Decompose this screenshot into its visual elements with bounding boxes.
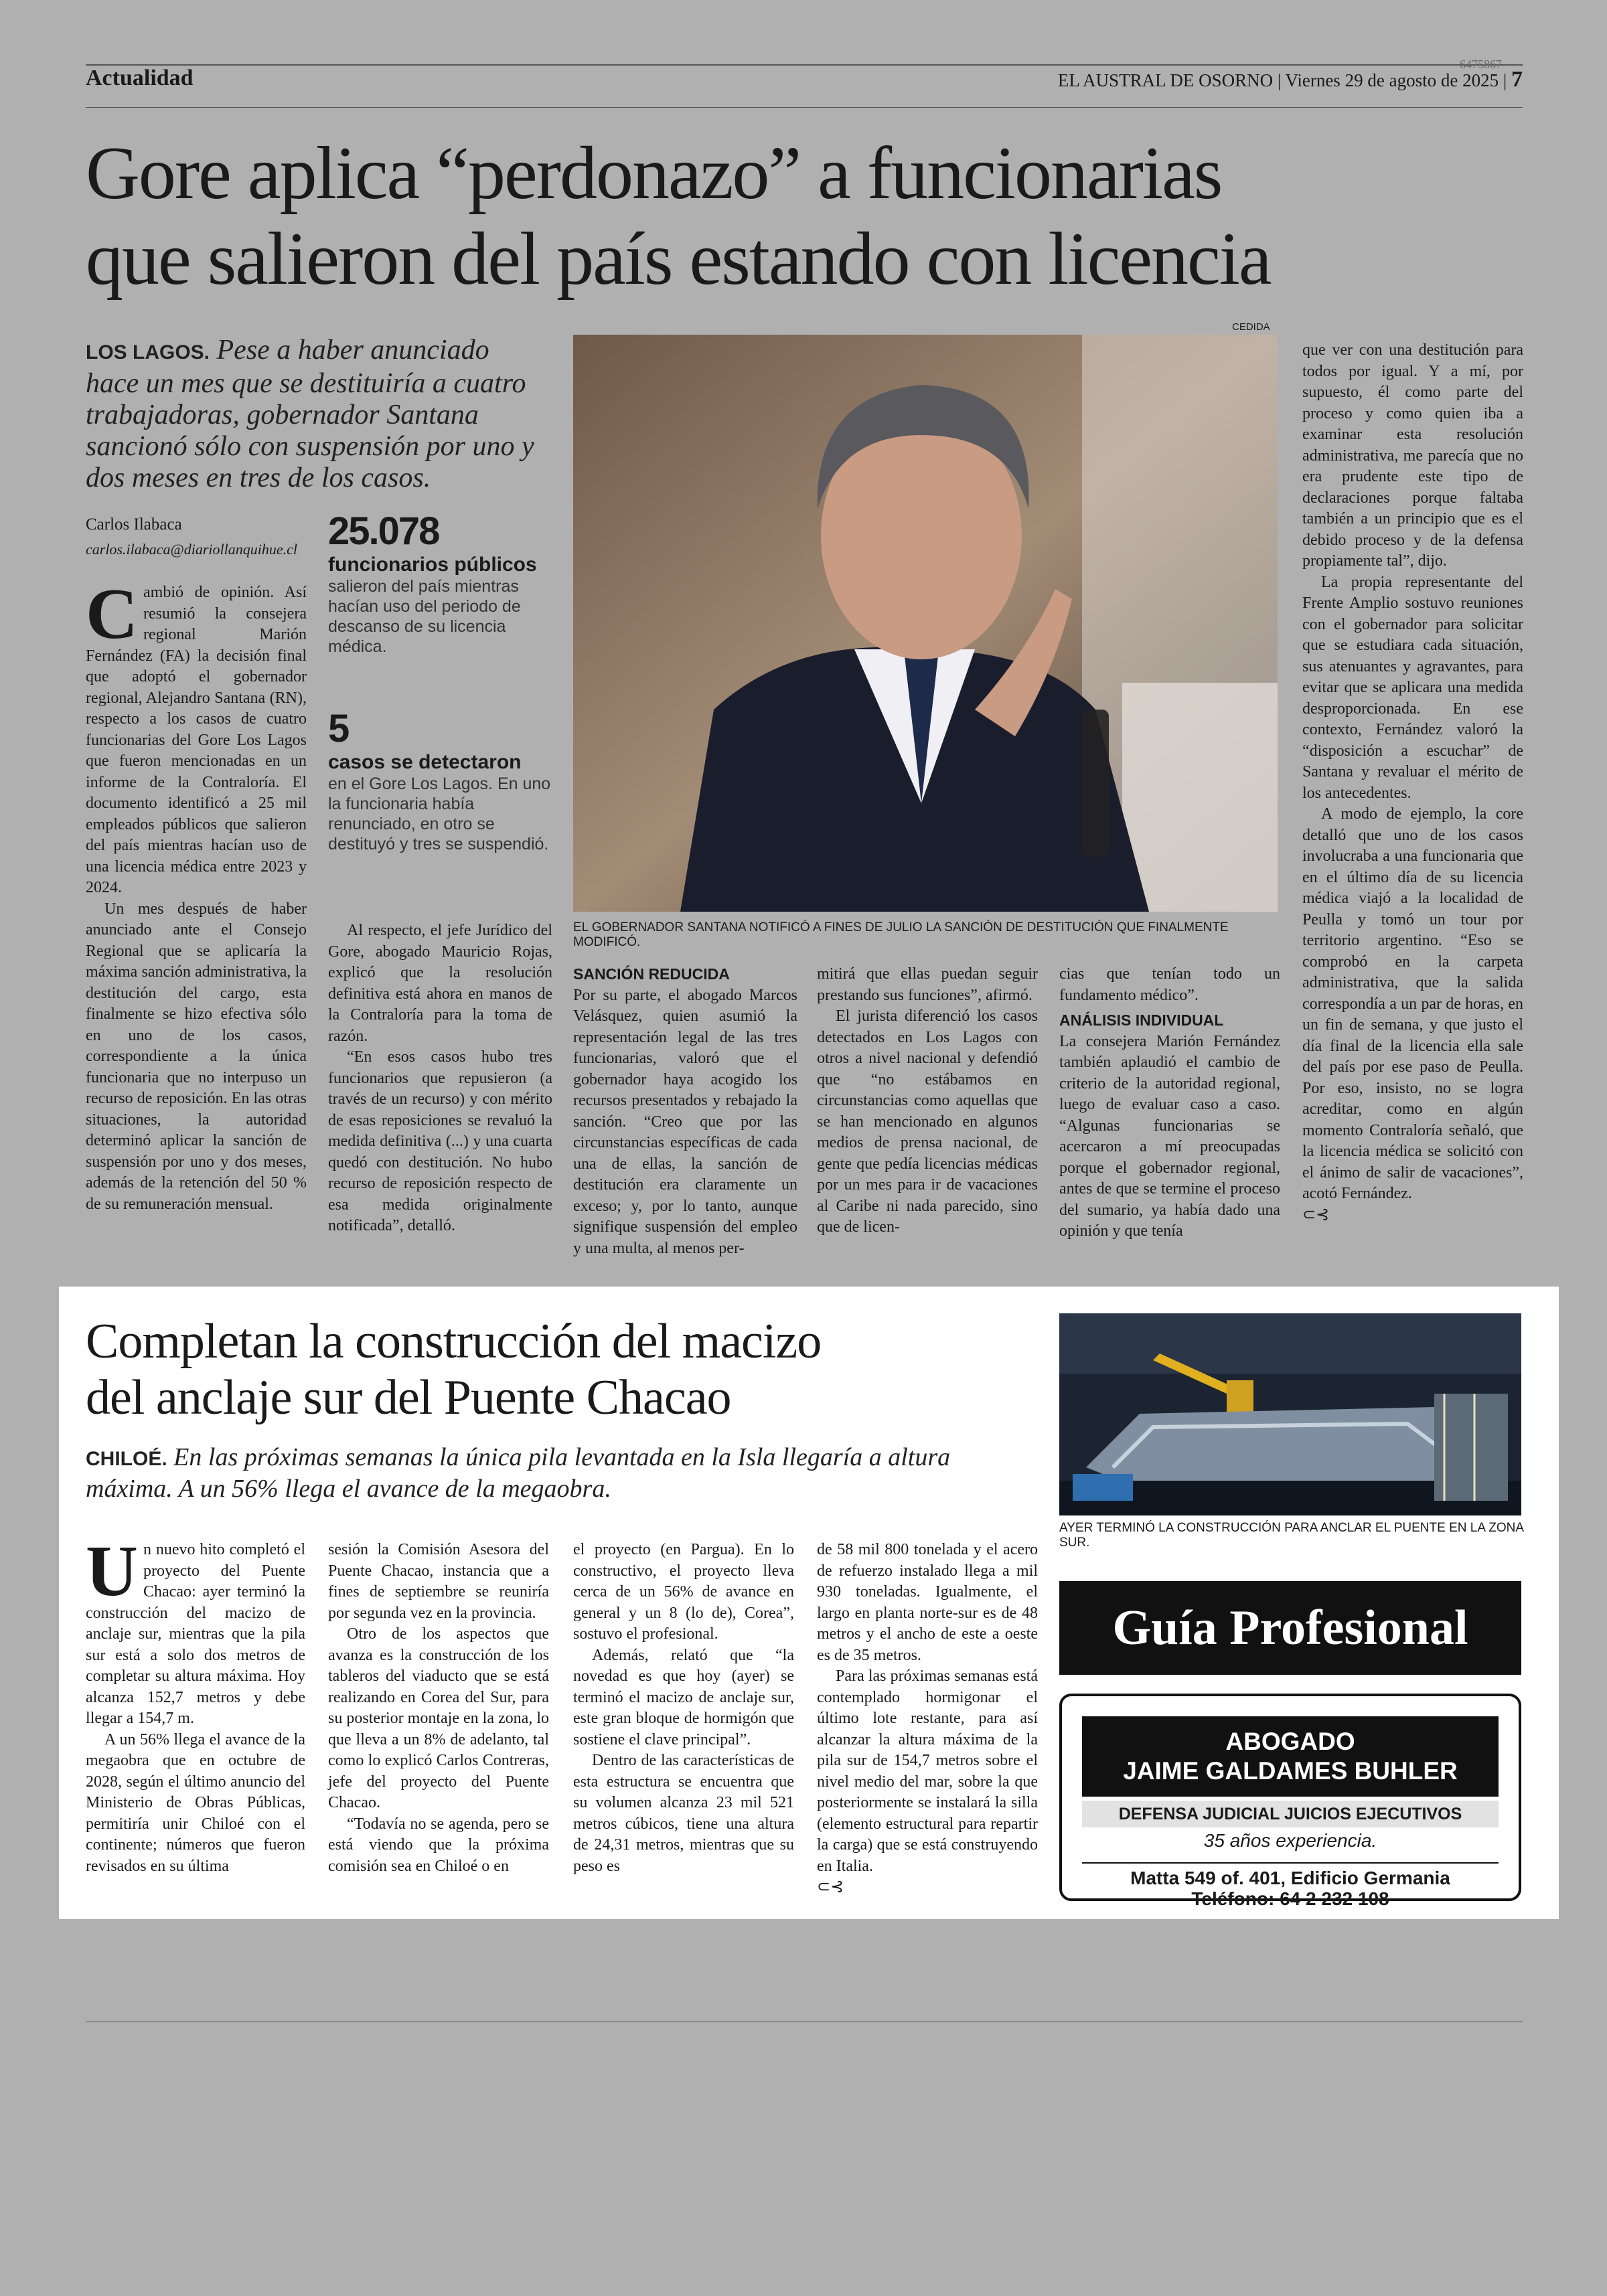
- subheading: ANÁLISIS INDIVIDUAL: [1059, 1011, 1224, 1029]
- paragraph: Dentro de las características de esta estructura se encuentra que su volumen alcanza 23 mil 521 metros cúbicos, tiene una altura de 24,31 metros, mientras que su peso es: [573, 1752, 794, 1875]
- newspaper-name: EL AUSTRAL DE OSORNO: [1057, 70, 1274, 90]
- bridge-photo: [1059, 1313, 1521, 1515]
- bridge-column-1: [86, 1532, 305, 1877]
- paragraph: que ver con una destitución para todos por igual. Y a mí, por supuesto, él como parte del proceso y como quien iba a examinar esta resolución administrativa, me parecía que no era prudente este tipo de declaraciones porque faltaba también a un principio que es el debido proceso y de la defensa propiamente tal”, dijo.: [1302, 341, 1523, 570]
- article-column-2: [328, 920, 552, 1237]
- bridge-headline: [86, 1313, 1037, 1426]
- fact-label: funcionarios públicos: [328, 554, 537, 576]
- fact-box-2: [328, 706, 552, 854]
- paragraph: ambió de opinión. Así resumió la consejera regional Marión Fernández (FA) la decisión final que adoptó el gobernador regional, Alejandro Santana (RN), respecto a los casos de cuatro funcionarias del Gore Los Lagos que fueron mencionadas en un informe de la Contraloría. El documento identificó a 25 mil empleados públicos que salieron del país mientras hacían uso de una licencia médica entre 2023 y 2024.: [86, 584, 307, 896]
- ad-title-line-2: JAIME GALDAMES BUHLER: [1123, 1757, 1458, 1785]
- ad-service: DEFENSA JUDICIAL JUICIOS EJECUTIVOS: [1082, 1801, 1499, 1827]
- paragraph: El jurista diferenció los casos detectados en Los Lagos con otros a nivel nacional y defendió que “no estábamos en circunstancias como aquellas que se han mencionado en algunos medios de prensa nacional, de gente que pedía licencias médicas por un mes para ir de vacaciones al Caribe ni nada parecido, sino que de licen-: [817, 1007, 1038, 1236]
- ad-title-line-1: ABOGADO: [1225, 1728, 1355, 1755]
- deck-text: Pese a haber anunciado hace un mes que se destituiría a cuatro trabajadoras, gobernador Santana sancionó sólo con suspensión por uno y dos meses en tres de los casos.: [86, 335, 534, 493]
- paragraph: Un mes después de haber anunciado ante el Consejo Regional que se aplicaría la máxima sanción administrativa, la destitución del cargo, esta finalmente se hizo efectiva sólo en uno de los casos, correspondiente a la única funcionaria que no interpuso un recurso de reposición. En las otras situaciones, la autoridad determinó aplicar la sanción de suspensión por uno y dos meses, además de la retención del 50 % de su remuneración mensual.: [86, 900, 307, 1213]
- article-column-1: [86, 574, 307, 1215]
- bridge-column-2: [328, 1540, 549, 1877]
- end-mark: ⊂⊰: [1302, 1206, 1330, 1224]
- paragraph: de 58 mil 800 tonelada y el acero de refuerzo instalado llega a mil 930 toneladas. Igualmente, el largo en planta norte-sur es de 48 metros y el ancho de este a oeste es de 35 metros.: [817, 1541, 1038, 1664]
- bridge-column-4: [817, 1540, 1038, 1898]
- paragraph: cias que tenían todo un fundamento médico”.: [1059, 965, 1280, 1004]
- headline-line-2: que salieron del país estando con licencia: [86, 218, 1271, 301]
- author-email: carlos.ilabaca@diariollanquihue.cl: [86, 541, 297, 558]
- deck-place: LOS LAGOS.: [86, 341, 210, 363]
- fact-text: salieron del país mientras hacían uso del periodo de descanso de su licencia médica.: [328, 577, 521, 656]
- photo-credit: CEDIDA: [1232, 321, 1270, 333]
- archive-stamp: 6475867: [1460, 58, 1502, 71]
- top-rule: [86, 64, 1523, 66]
- fact-box-1: [328, 509, 552, 657]
- ad-contact: [1082, 1862, 1499, 1909]
- paragraph: el proyecto (en Pargua). En lo constructivo, el proyecto lleva cerca de un 56% de avance en general y un 8 (lo de), Corea”, sostuvo el profesional.: [573, 1541, 794, 1643]
- bridge-headline-line-1: Completan la construcción del macizo: [86, 1314, 822, 1369]
- headline: [86, 131, 1532, 302]
- issue-date: Viernes 29 de agosto de 2025: [1285, 70, 1499, 90]
- bridge-photo-caption: AYER TERMINÓ LA CONSTRUCCIÓN PARA ANCLAR EL PUENTE EN LA ZONA SUR.: [1059, 1521, 1523, 1550]
- paragraph: “Todavía no se agenda, pero se está viendo que la próxima comisión sea en Chiloé o en: [328, 1815, 549, 1875]
- folio: EL AUSTRAL DE OSORNO | Viernes 29 de agosto de 2025 | 7: [1057, 67, 1523, 92]
- paragraph: “En esos casos hubo tres funcionarios que repusieron (a través de un recurso) y con mérito de esas reposiciones se revaluó la medida definitiva (...) y una cuarta quedó con destitución. No hubo recurso de reposición respecto de esa medida originalmente notificada”, detalló.: [328, 1048, 552, 1234]
- header-rule: [86, 107, 1523, 108]
- ad-experience: 35 años experiencia.: [1203, 1830, 1377, 1851]
- deck: [86, 335, 548, 494]
- bridge-deck: [86, 1443, 1037, 1504]
- paragraph: A modo de ejemplo, la core detalló que uno de los casos involucraba a una funcionaria que en el último día de su licencia médica viajó a la localidad de Peulla y tomó un tour por territorio argentino. “Eso se comprobó en la carpeta administrativa, que la salida correspondía a un par de horas, en un fin de semana, y que justo el día final de la licencia ella sale del país por ese paso de Peulla. Por eso, insisto, no se logra acreditar, como en algún momento Contraloría señaló, que la licencia médica se solicitó con el ánimo de salir de vacaciones”, acotó Fernández.: [1302, 805, 1523, 1202]
- deck-place: CHILOÉ.: [86, 1448, 167, 1470]
- paragraph: Además, relató que “la novedad es que hoy (ayer) se terminó el macizo de anclaje sur, este gran bloque de hormigón que sostiene el clave principal”.: [573, 1646, 794, 1748]
- section-name: Actualidad: [86, 66, 194, 90]
- paragraph: sesión la Comisión Asesora del Puente Chacao, instancia que a fines de septiembre se reuniría por segunda vez en la provincia.: [328, 1541, 549, 1622]
- article-column-4: [817, 964, 1038, 1238]
- deck-text: En las próximas semanas la única pila levantada en la Isla llegaría a altura máxima. A un 56% llega el avance de la megaobra.: [86, 1443, 951, 1503]
- drop-cap: C: [86, 574, 138, 654]
- paragraph: La consejera Marión Fernández también aplaudió el cambio de criterio de la autoridad regional, luego de evaluar caso a caso. “Algunas funcionarias se acercaron a mí preocupadas porque el gobernador regional, antes de que se termine el proceso del sumario, ya había dado una opinión y que tenía: [1059, 1032, 1280, 1240]
- bridge-headline-line-2: del anclaje sur del Puente Chacao: [86, 1370, 731, 1425]
- lawyer-ad: [1059, 1694, 1521, 1909]
- paragraph: n nuevo hito completó el proyecto del Puente Chacao: ayer terminó la construcción del macizo de anclaje sur, mientras que la pila sur está a solo dos metros de completar su altura máxima. Hoy alcanza 152,7 metros y debe llegar a 154,7 m.: [86, 1541, 305, 1727]
- byline: Carlos Ilabaca: [86, 515, 182, 534]
- subheading: SANCIÓN REDUCIDA: [573, 965, 730, 983]
- paragraph: La propia representante del Frente Amplio sostuvo reuniones con el gobernador para solicitar que se estudiara cada situación, sus atenuantes y agravantes, para evitar que se aplicara una medida desproporcionada. En ese contexto, Fernández valoró la “disposición a escuchar” de Santana y revaluar el mérito de los antecedentes.: [1302, 573, 1523, 802]
- article-column-6: [1302, 340, 1523, 1226]
- fact-text: en el Gore Los Lagos. En uno la funcionaria había renunciado, en otro se destituyó y tres se suspendió.: [328, 774, 551, 853]
- governor-illustration: [573, 335, 1278, 912]
- fact-number: 5: [328, 707, 349, 750]
- guia-profesional-banner: Guía Profesional: [1059, 1581, 1521, 1675]
- paragraph: Al respecto, el jefe Jurídico del Gore, abogado Mauricio Rojas, explicó que la resolución definitiva está ahora en manos de la Contraloría para la toma de razón.: [328, 922, 552, 1045]
- ad-title: [1082, 1716, 1499, 1797]
- fact-label: casos se detectaron: [328, 751, 522, 773]
- article-column-5: [1059, 964, 1280, 1242]
- governor-photo: [573, 335, 1278, 912]
- bridge-column-3: [573, 1540, 794, 1877]
- headline-line-1: Gore aplica “perdonazo” a funcionarias: [86, 132, 1222, 215]
- paragraph: Por su parte, el abogado Marcos Velásquez, quien asumió la representación legal de las tres funcionarias, valoró que el gobernador haya acogido los recursos presentados y rebajado la sanción. “Creo que por las circunstancias específicas de cada una de ellas, la sanción de destitución era claramente un exceso; y, por lo tanto, aunque signifique suspensión del empleo y una multa, al menos per-: [573, 986, 797, 1257]
- construction-illustration: [1059, 1313, 1521, 1515]
- paragraph: A un 56% llega el avance de la megaobra que en octubre de 2028, según el último anuncio del Ministerio de Obras Públicas, permitiría unir Chiloé con el continente; números que fueron revisados en su última: [86, 1730, 305, 1875]
- article-column-3: [573, 964, 797, 1259]
- paragraph: Otro de los aspectos que avanza es la construcción de los tableros del viaducto que se está realizando en Corea del Sur, para su posterior montaje en la zona, lo que lleva a un 8% de adelanto, tal como lo explicó Carlos Contreras, jefe del proyecto del Puente Chacao.: [328, 1625, 549, 1811]
- paragraph: mitirá que ellas puedan seguir prestando sus funciones”, afirmó.: [817, 965, 1038, 1004]
- fact-number: 25.078: [328, 509, 439, 553]
- drop-cap: U: [86, 1532, 138, 1611]
- paragraph: Para las próximas semanas está contemplado hormigonar el último lote restante, para así alcanzar la altura máxima de la pila sur de 154,7 metros sobre el nivel medio del mar, sobre la que posteriormente se instalará la silla (elemento estructural para repartir la carga) que se está construyendo en Italia.: [817, 1667, 1038, 1875]
- ad-phone: Teléfono: 64 2 232 108: [1191, 1888, 1389, 1909]
- ad-address: Matta 549 of. 401, Edificio Germania: [1130, 1868, 1450, 1888]
- photo-caption: EL GOBERNADOR SANTANA NOTIFICÓ A FINES DE JULIO LA SANCIÓN DE DESTITUCIÓN QUE FINALMENTE MODIFICÓ.: [573, 920, 1229, 949]
- page-number: 7: [1511, 67, 1523, 92]
- end-mark: ⊂⊰: [817, 1878, 844, 1896]
